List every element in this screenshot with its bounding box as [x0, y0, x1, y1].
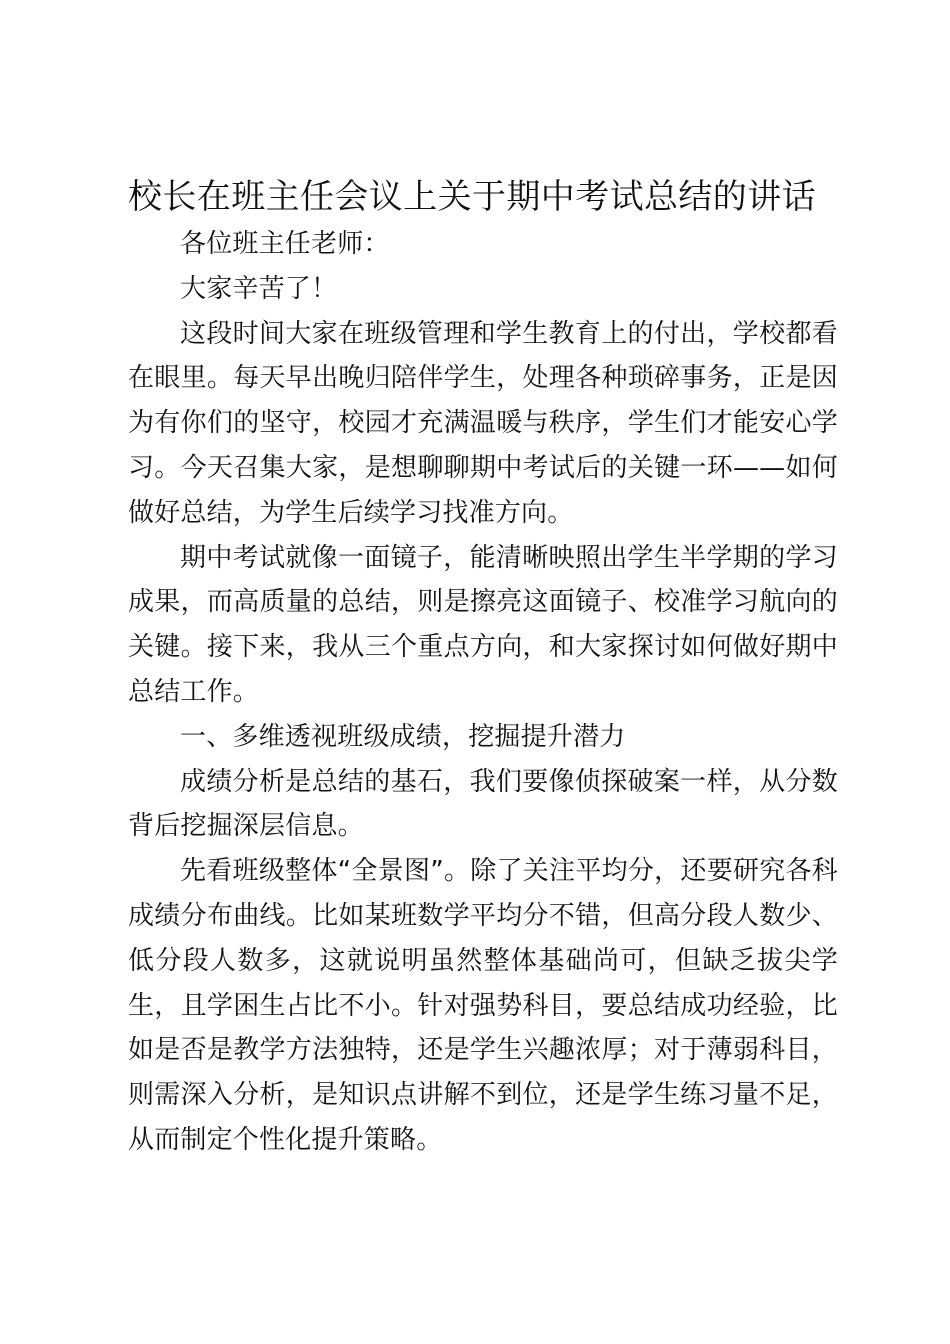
intro-paragraph: 这段时间大家在班级管理和学生教育上的付出，学校都看在眼里。每天早出晚归陪伴学生，处理各种琐碎事务，正是因为有你们的坚守，校园才充满温暖与秩序，学生们才能安心学习。今天召集大家，是想聊聊期中考试后的关键一环——如何做好总结，为学生后续学习找准方向。	[128, 318, 838, 528]
class-overall-paragraph: 先看班级整体“全景图”。除了关注平均分，还要研究各科成绩分布曲线。比如某班数学平均分不错，但高分段人数少、低分段人数多，这就说明虽然整体基础尚可，但缺乏拔尖学生，且学困生占比不小。针对强势科目，要总结成功经验，比如是否是教学方法独特，还是学生兴趣浓厚；对于薄弱科目，则需深入分析，是知识点讲解不到位，还是学生练习量不足，从而制定个性化提升策略。	[128, 856, 838, 1155]
analysis-paragraph: 成绩分析是总结的基石，我们要像侦探破案一样，从分数背后挖掘深层信息。	[128, 766, 838, 842]
document-title: 校长在班主任会议上关于期中考试总结的讲话	[128, 177, 816, 217]
overview-paragraph: 期中考试就像一面镜子，能清晰映照出学生半学期的学习成果，而高质量的总结，则是擦亮这面镜子、校准学习航向的关键。接下来，我从三个重点方向，和大家探讨如何做好期中总结工作。	[128, 542, 838, 707]
section-heading-one: 一、多维透视班级成绩，挖掘提升潜力	[180, 721, 626, 752]
greeting-paragraph: 大家辛苦了！	[180, 273, 338, 304]
salutation-paragraph: 各位班主任老师：	[180, 229, 390, 259]
document-body	[128, 222, 838, 1163]
